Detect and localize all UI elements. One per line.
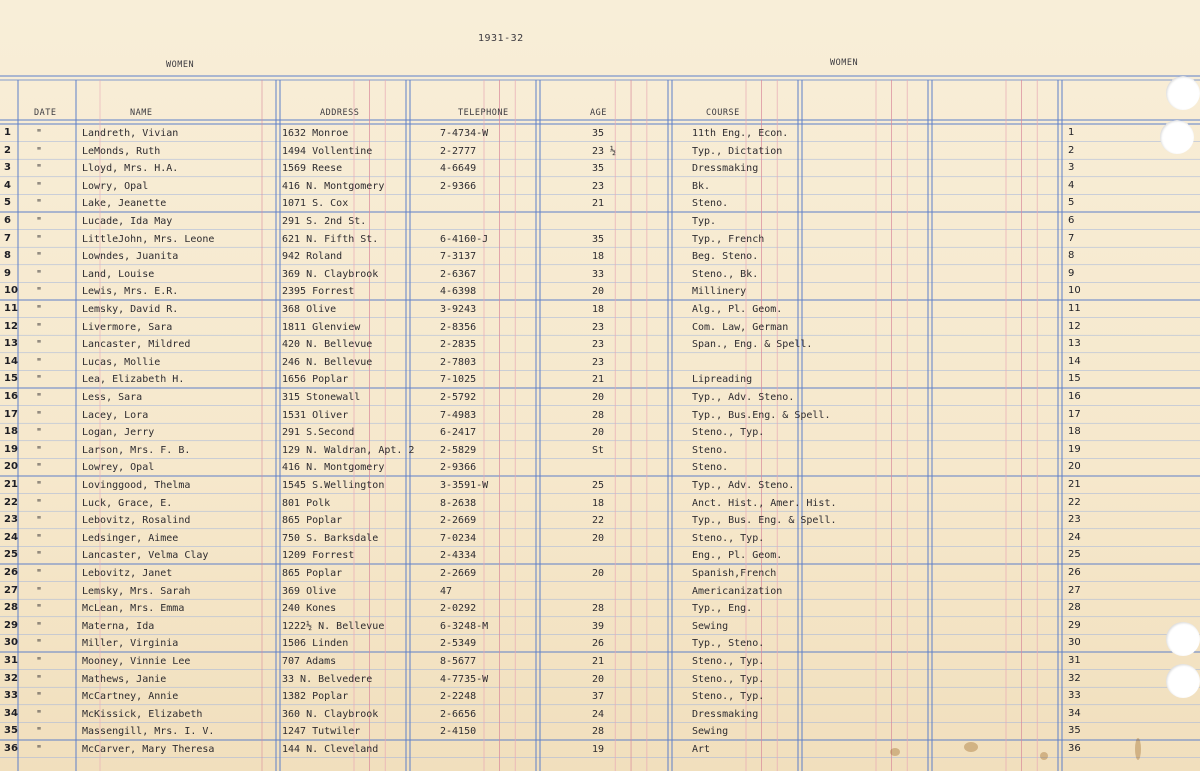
telephone-cell: 2-7803 [440,356,477,368]
telephone-cell: 6-3248-M [440,620,489,632]
address-cell: 369 Olive [282,585,337,597]
course-cell: Beg. Steno. [692,251,759,263]
binder-hole-3 [1166,622,1200,656]
address-cell: 240 Kones [282,603,337,615]
row-number: 18 [4,426,18,438]
row-number: 3 [4,162,11,174]
age-cell: 35 [592,233,605,245]
telephone-cell: 2-5792 [440,392,477,403]
row-number: 9 [4,267,11,279]
telephone-cell: 7-3137 [440,251,477,263]
name-cell: Livermore, Sara [82,321,173,333]
name-cell: Landreth, Vivian [82,128,179,139]
name-cell: Less, Sara [82,392,143,403]
telephone-cell: 7-4734-W [440,128,489,139]
age-cell: 23 [592,339,605,351]
course-cell: Steno. [692,462,729,474]
name-cell: Lovinggood, Thelma [82,480,191,491]
course-cell: Steno., Bk. [692,268,759,280]
name-cell: Lloyd, Mrs. H.A. [82,163,179,175]
date-cell: " [36,128,43,139]
date-cell: " [36,603,43,615]
age-cell: 19 [592,744,605,755]
row-number-right: 25 [1068,549,1081,561]
age-cell: 22 [592,515,605,527]
address-cell: 621 N. Fifth St. [282,233,379,245]
age-cell: 28 [592,603,605,615]
name-cell: Lucade, Ida May [82,216,173,227]
name-cell: McCarver, Mary Theresa [82,744,215,755]
age-cell: 25 [592,480,605,491]
row-number-right: 13 [1068,338,1081,350]
row-number: 8 [4,250,11,262]
name-cell: Lowrey, Opal [82,462,155,474]
row-number: 31 [4,655,18,666]
date-cell: " [36,515,43,527]
date-cell: " [36,145,43,157]
telephone-cell: 7-1025 [440,374,477,386]
row-number: 30 [4,637,18,649]
row-number: 20 [4,461,18,473]
age-cell: 24 [592,708,605,720]
course-cell: Steno. [692,444,729,456]
name-cell: Miller, Virginia [82,638,179,650]
course-cell: Steno., Typ. [692,532,765,544]
course-cell: Millinery [692,286,747,298]
name-cell: LeMonds, Ruth [82,145,161,157]
name-cell: McKissick, Elizabeth [82,708,203,720]
row-number: 27 [4,584,18,596]
date-cell: " [36,163,43,175]
course-cell: Typ. [692,216,717,227]
name-cell: Larson, Mrs. F. B. [82,444,191,456]
name-cell: Lancaster, Mildred [82,339,191,351]
age-cell: 21 [592,656,605,667]
row-number: 1 [4,127,11,138]
course-cell: Steno., Typ. [692,656,765,667]
name-cell: Lacey, Lora [82,409,149,421]
name-cell: McCartney, Annie [82,691,179,703]
row-number: 33 [4,690,18,702]
row-number-right: 1 [1068,127,1075,138]
name-cell: Lowndes, Juanita [82,251,179,263]
address-cell: 420 N. Bellevue [282,339,373,351]
address-cell: 1071 S. Cox [282,198,349,210]
date-cell: " [36,233,43,245]
date-cell: " [36,691,43,703]
column-header-age: AGE [590,108,607,118]
age-cell: 20 [592,392,605,403]
row-number-right: 11 [1068,303,1081,314]
row-number-right: 4 [1068,179,1075,191]
row-number-right: 2 [1068,144,1075,156]
address-cell: 416 N. Montgomery [282,180,385,192]
date-cell: " [36,392,43,403]
name-cell: Lancaster, Velma Clay [82,550,209,562]
name-cell: Ledsinger, Aimee [82,532,179,544]
row-number: 19 [4,443,18,455]
address-cell: 750 S. Barksdale [282,532,379,544]
course-cell: Spanish,French [692,568,777,579]
name-cell: Lemsky, Mrs. Sarah [82,585,191,597]
age-cell: 35 [592,163,605,175]
telephone-cell: 7-0234 [440,532,477,544]
row-number-right: 14 [1068,355,1081,367]
date-cell: " [36,656,43,667]
row-number-right: 5 [1068,197,1075,209]
course-cell: Typ., Dictation [692,145,783,157]
row-number: 28 [4,602,18,614]
row-number-right: 23 [1068,514,1081,526]
row-number-right: 15 [1068,373,1081,385]
row-number: 26 [4,567,18,578]
age-cell: 21 [592,374,605,386]
course-cell: Americanization [692,585,783,597]
address-cell: 865 Poplar [282,515,343,527]
telephone-cell: 2-8356 [440,321,477,333]
date-cell: " [36,726,43,738]
row-number-right: 19 [1068,443,1081,455]
address-cell: 1209 Forrest [282,550,355,562]
course-cell: Bk. [692,180,711,192]
telephone-cell: 4-7735-W [440,673,489,685]
course-cell: Typ., Adv. Steno. [692,480,795,491]
name-cell: Lemsky, David R. [82,304,179,315]
date-cell: " [36,198,43,210]
course-cell: Typ., Steno. [692,638,765,650]
age-cell: 20 [592,427,605,439]
date-cell: " [36,497,43,509]
date-cell: " [36,532,43,544]
row-number-right: 17 [1068,408,1081,420]
course-cell: Art [692,744,711,755]
row-number-right: 22 [1068,496,1081,508]
date-cell: " [36,673,43,685]
date-cell: " [36,286,43,298]
telephone-cell: 3-3591-W [440,480,489,491]
name-cell: Lake, Jeanette [82,198,167,210]
address-cell: 1811 Glenview [282,321,361,333]
telephone-cell: 8-5677 [440,656,477,667]
address-cell: 1569 Reese [282,163,343,175]
telephone-cell: 2-2835 [440,339,477,351]
address-cell: 1545 S.Wellington [282,480,385,491]
row-number: 24 [4,531,18,543]
telephone-cell: 6-4160-J [440,233,489,245]
telephone-cell: 2-6367 [440,268,477,280]
address-cell: 1494 Vollentine [282,145,373,157]
date-cell: " [36,620,43,632]
course-cell: 11th Eng., Econ. [692,128,789,139]
row-number: 32 [4,672,18,684]
course-cell: Com. Law, German [692,321,789,333]
address-cell: 315 Stonewall [282,392,361,403]
binder-hole-1 [1166,76,1200,110]
address-cell: 1247 Tutwiler [282,726,361,738]
telephone-cell: 7-4983 [440,409,477,421]
name-cell: Land, Louise [82,268,155,280]
telephone-cell: 2-6656 [440,708,477,720]
date-cell: " [36,304,43,315]
address-cell: 942 Roland [282,251,343,263]
address-cell: 368 Olive [282,304,337,315]
age-cell: 18 [592,304,605,315]
row-number-right: 16 [1068,391,1081,402]
age-cell: 23 ½ [592,145,617,157]
row-number-right: 12 [1068,320,1081,332]
row-number-right: 35 [1068,725,1081,737]
course-cell: Dressmaking [692,163,759,175]
telephone-cell: 3-9243 [440,304,477,315]
telephone-cell: 2-4334 [440,550,477,562]
address-cell: 416 N. Montgomery [282,462,385,474]
row-number-right: 27 [1068,584,1081,596]
telephone-cell: 2-5349 [440,638,477,650]
age-cell: 20 [592,532,605,544]
age-cell: St [592,444,605,456]
year-heading: 1931-32 [478,33,524,44]
row-number-right: 30 [1068,637,1081,649]
age-cell: 28 [592,726,605,738]
telephone-cell: 2-9366 [440,462,477,474]
row-number: 5 [4,197,11,209]
address-cell: 1222½ N. Bellevue [282,620,385,632]
date-cell: " [36,462,43,474]
age-cell: 20 [592,286,605,298]
course-cell: Typ., French [692,233,765,245]
course-cell: Span., Eng. & Spell. [692,339,813,351]
row-number: 4 [4,179,11,191]
course-cell: Typ., Adv. Steno. [692,392,795,403]
row-number-right: 33 [1068,690,1081,702]
date-cell: " [36,180,43,192]
telephone-cell: 2-9366 [440,180,477,192]
name-cell: Luck, Grace, E. [82,497,173,509]
row-number-right: 8 [1068,250,1075,262]
name-cell: LittleJohn, Mrs. Leone [82,233,215,245]
row-number-right: 20 [1068,461,1081,473]
address-cell: 1531 Oliver [282,409,349,421]
row-number: 23 [4,514,18,526]
row-number: 22 [4,496,18,508]
address-cell: 360 N. Claybrook [282,708,379,720]
address-cell: 291 S.Second [282,427,355,439]
name-cell: Lowry, Opal [82,180,149,192]
row-number-right: 32 [1068,672,1081,684]
course-cell: Steno., Typ. [692,427,765,439]
address-cell: 2395 Forrest [282,286,355,298]
age-cell: 20 [592,673,605,685]
row-number: 13 [4,338,18,350]
date-cell: " [36,216,43,227]
age-cell: 37 [592,691,605,703]
telephone-cell: 47 [440,585,453,597]
course-cell: Sewing [692,726,729,738]
row-number: 29 [4,619,18,631]
date-cell: " [36,444,43,456]
name-cell: Materna, Ida [82,620,155,632]
address-cell: 707 Adams [282,656,337,667]
date-cell: " [36,427,43,439]
name-cell: McLean, Mrs. Emma [82,603,185,615]
water-stain [1040,752,1048,760]
row-number-right: 28 [1068,602,1081,614]
date-cell: " [36,638,43,650]
date-cell: " [36,585,43,597]
date-cell: " [36,744,43,755]
name-cell: Logan, Jerry [82,427,155,439]
row-number-right: 31 [1068,655,1081,666]
address-cell: 291 S. 2nd St. [282,216,367,227]
telephone-cell: 2-4150 [440,726,477,738]
water-stain [1135,738,1141,760]
date-cell: " [36,251,43,263]
date-cell: " [36,339,43,351]
name-cell: Mathews, Janie [82,673,167,685]
telephone-cell: 4-6398 [440,286,477,298]
binder-hole-4 [1166,664,1200,698]
column-header-date: DATE [34,108,57,118]
row-number: 6 [4,215,11,226]
row-number-right: 29 [1068,619,1081,631]
date-cell: " [36,374,43,386]
course-cell: Lipreading [692,374,753,386]
name-cell: Lea, Elizabeth H. [82,374,185,386]
column-header-address: ADDRESS [320,108,360,118]
name-cell: Lewis, Mrs. E.R. [82,286,179,298]
row-number: 17 [4,408,18,420]
telephone-cell: 2-5829 [440,444,477,456]
telephone-cell: 2-2777 [440,145,477,157]
row-number: 35 [4,725,18,737]
name-cell: Mooney, Vinnie Lee [82,656,191,667]
row-number-right: 6 [1068,215,1075,226]
row-number: 36 [4,743,18,754]
telephone-cell: 2-2248 [440,691,477,703]
course-cell: Dressmaking [692,708,759,720]
row-number-right: 3 [1068,162,1075,174]
row-number-right: 34 [1068,707,1081,719]
age-cell: 23 [592,180,605,192]
column-header-telephone: TELEPHONE [458,108,509,118]
date-cell: " [36,550,43,562]
age-cell: 39 [592,620,605,632]
age-cell: 35 [592,128,605,139]
name-cell: Massengill, Mrs. I. V. [82,726,215,738]
row-number-right: 9 [1068,267,1075,279]
age-cell: 18 [592,497,605,509]
date-cell: " [36,708,43,720]
row-number-right: 10 [1068,285,1081,297]
course-cell: Steno. [692,198,729,210]
row-number: 34 [4,707,18,719]
address-cell: 129 N. Waldran, Apt. 2 [282,444,415,456]
date-cell: " [36,321,43,333]
age-cell: 28 [592,409,605,421]
date-cell: " [36,409,43,421]
course-cell: Steno., Typ. [692,673,765,685]
age-cell: 23 [592,321,605,333]
row-number-right: 36 [1068,743,1081,754]
age-cell: 33 [592,268,605,280]
date-cell: " [36,356,43,368]
name-cell: Lebovitz, Rosalind [82,515,191,527]
row-number-right: 24 [1068,531,1081,543]
row-number: 21 [4,479,18,490]
telephone-cell: 8-2638 [440,497,477,509]
age-cell: 26 [592,638,605,650]
telephone-cell: 4-6649 [440,163,477,175]
age-cell: 18 [592,251,605,263]
telephone-cell: 2-0292 [440,603,477,615]
women-heading-left: WOMEN [166,60,195,70]
water-stain [890,748,900,756]
binder-hole-2 [1160,120,1194,154]
age-cell: 23 [592,356,605,368]
row-number: 2 [4,144,11,156]
row-number-right: 18 [1068,426,1081,438]
row-number: 12 [4,320,18,332]
course-cell: Anct. Hist., Amer. Hist. [692,497,837,509]
date-cell: " [36,568,43,579]
course-cell: Alg., Pl. Geom. [692,304,783,315]
address-cell: 801 Polk [282,497,331,509]
course-cell: Steno., Typ. [692,691,765,703]
address-cell: 246 N. Bellevue [282,356,373,368]
telephone-cell: 2-2669 [440,515,477,527]
address-cell: 144 N. Cleveland [282,744,379,755]
address-cell: 1506 Linden [282,638,349,650]
name-cell: Lucas, Mollie [82,356,161,368]
date-cell: " [36,480,43,491]
address-cell: 865 Poplar [282,568,343,579]
row-number-right: 21 [1068,479,1081,490]
row-number: 7 [4,232,11,244]
course-cell: Typ., Bus.Eng. & Spell. [692,409,831,421]
row-number: 25 [4,549,18,561]
course-cell: Sewing [692,620,729,632]
row-number: 14 [4,355,18,367]
age-cell: 21 [592,198,605,210]
women-heading-right: WOMEN [830,58,859,68]
address-cell: 1382 Poplar [282,691,349,703]
row-number: 15 [4,373,18,385]
date-cell: " [36,268,43,280]
address-cell: 1656 Poplar [282,374,349,386]
course-cell: Typ., Eng. [692,603,753,615]
address-cell: 33 N. Belvedere [282,673,373,685]
name-cell: Lebovitz, Janet [82,568,173,579]
row-number: 10 [4,285,18,297]
telephone-cell: 2-2669 [440,568,477,579]
course-cell: Typ., Bus. Eng. & Spell. [692,515,837,527]
row-number-right: 26 [1068,567,1081,578]
column-header-course: COURSE [706,108,740,118]
course-cell: Eng., Pl. Geom. [692,550,783,562]
water-stain [964,742,978,752]
telephone-cell: 6-2417 [440,427,477,439]
address-cell: 369 N. Claybrook [282,268,379,280]
row-number: 16 [4,391,18,402]
column-header-name: NAME [130,108,153,118]
age-cell: 20 [592,568,605,579]
row-number-right: 7 [1068,232,1075,244]
row-number: 11 [4,303,18,314]
address-cell: 1632 Monroe [282,128,349,139]
